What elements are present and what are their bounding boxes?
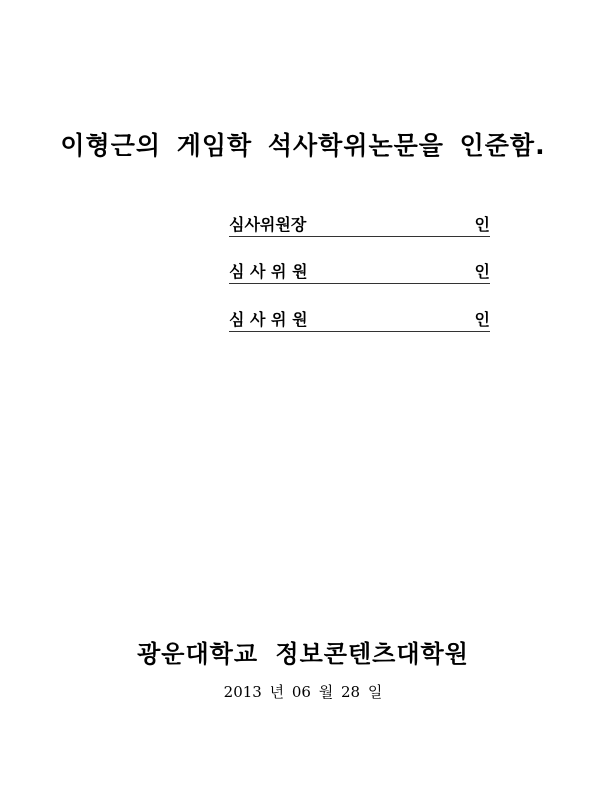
signature-line-member-2 (229, 307, 490, 332)
signature-line-chair (229, 212, 490, 237)
seal-mark: 인 (474, 310, 490, 329)
seal-mark: 인 (474, 262, 490, 281)
signature-line-member-1 (229, 259, 490, 284)
approval-title: 이형근의 게임학 석사학위논문을 인준함. (60, 131, 546, 160)
signature-role: 심 사 위 원 (229, 262, 308, 281)
institution-name: 광운대학교 정보콘텐츠대학원 (137, 640, 469, 668)
approval-date: 2013 년 06 월 28 일 (223, 683, 383, 701)
signature-role: 심 사 위 원 (229, 310, 308, 329)
seal-mark: 인 (474, 215, 490, 234)
signature-role: 심사위원장 (229, 215, 307, 234)
